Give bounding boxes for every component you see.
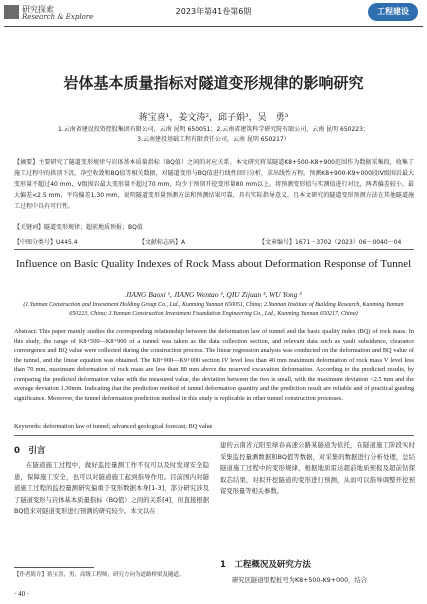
authors-cn: 蒋宝喜¹，姜文涛²，邱子娟³，吴 勇³ [138,113,289,123]
clc-number: 【中图分类号】U445.4 [14,239,78,246]
section-heading-overview: 1 工程概况及研究方法 [220,560,311,570]
page-number: · 40 · [14,590,30,598]
article-title-cn: 岩体基本质量指标对隧道变形规律的影响研究 [63,74,364,92]
section-divider-2 [14,435,414,436]
affiliation-cn-2: 3.云南建投基础工程有限责任公司，云南 昆明 650217） [137,136,290,143]
authors-en: JIANG Baoxi ¹, JIANG Wentao ², QIU Zijuan ³, WU Yong ³ [125,290,302,299]
footnote-rule [14,567,94,568]
affiliations-en: (1.Yunnan Construction and Investment Holding Group Co., Ltd., Kunming Yunnan 650051, China; 2.Yunnan Institute of Building Research, Kunming Yunnan 650223, China; 3.Yunnan Construction Investment Foundation Engineering Co., Ltd., Kunming Yunnan 650217, China) [23,302,404,317]
section-divider [14,249,414,250]
article-title-en: Influence on Basic Quality Indexes of Rock Mass about Deformation Response of Tunnel [15,258,412,270]
journal-name-cn: 研究探索 [22,5,54,14]
article-number: 【文章编号】1671－3702（2023）06－0040－04 [259,239,402,246]
publisher-logo-text: 工程建设 [377,7,409,16]
header-rule [4,26,423,27]
abstract-en: Abstract: This paper mainly studies the corresponding relationship between the deformation law of tunnel and the basic quality index (BQ) of rock mass. In this study, the range of K8+500—K8+900 of a tunnel was taken as the data collection section, and relevant data such as vault subsidence, clearance convergence and BQ value were collected during the construction process. The linear regression analysis was conducted on the deformation and BQ value of the tunnel, and the linear equation was obtained. The K8+900—K9+000 section IV level less than 40 mm maximum deformation of rock mass V level less than 70 mm, maximum deformation of rock mass are less than 80 mm above the reserved excavation deformation. According to the predicted results, by comparing the predicted deformation value with the measured value, the deviation between the two is small, with the maximum deviation <2.5 mm and the average deviation 1.30mm. Indicating that the prediction method of tunnel deformation quantity and the prediction result are reliable and of practical guiding significance. Moreover, the tunnel deformation prediction method in this study is replicable in other tunnel construction processes. [14,328,414,402]
abstract-cn: 【摘要】主要研究了隧道变形规律与岩体基本质量指标（BQ值）之间的对应关系。本文研究将某隧道K8+500-K8+900范围作为数据采集段，收集了施工过程中的拱顶下沉、净空收敛和BQ值等相关数据，对隧道变形与BQ值进行线性回归分析，求出线性方程。预测K8+900-K9+000段IV级围岩最大变形量不超过40 mm，V级围岩最大变形量不超过70 mm，均少于预留开挖变形量80 mm以上。将预测变形值与实测值进行对比，两者偏差较小，最大偏差<2.5 mm，平均偏差1.30 mm，说明隧道变形量预测方法和预测结果可靠，具有实际指导意义，且本文研究的隧道变形预测方法在其他隧道施工过程中具有可行性。 [14,159,414,210]
keywords-en: Keywords: deformation law of tunnel; advanced geological forecast; BQ value [14,423,213,430]
section-heading-intro: 0 引言 [14,446,46,456]
issue-info: 2023年第41卷第6期 [175,7,252,16]
overview-paragraph: 研究区隧道里程桩号为K8+500-K9+000，结合 [232,577,367,584]
document-code: 【文献标志码】A [139,239,186,246]
journal-name-en: Research & Explore [22,13,94,21]
author-footnote: 【作者简介】蒋宝喜，男，高级工程师，研究方向为道路桥梁及隧道。 [14,572,185,578]
right-column-paragraph: 建的云南省元阳至绿春高速公路某隧道为依托，在隧道施工阶段实时采集监控量测数据和BQ值等数据，对采集的数据进行分析处理，总结隧道施工过程中的变形规律，根据地质雷达超前地质预报及超前钻探取芯结果，对拟开挖隧道的变形进行预测，从而可以指导调整开挖预留变形量等相关参数。 [220,442,415,495]
keywords-cn: 【关键词】隧道变形规律；超前地质预报；BQ值 [14,224,143,231]
intro-paragraph: 在隧道施工过程中，做好监控量测工作不仅可以及时发现安全隐患，保障施工安全，也可以对隧道施工起到指导作用。目前国内对隧道施工过程的监控量测研究偏重于变形数据本身[1-3]，部分研究涉及了隧道变形与岩体基本质量指标（BQ值）之间的关系[4]，但直接根据BQ值来对隧道变形进行预测的研究较少。本文以在 [14,462,209,515]
affiliation-cn-1: 1.云南省建设投资控股集团有限公司，云南 昆明 650051；2.云南省建筑科学研究院有限公司，云南 昆明 650223； [58,126,369,133]
